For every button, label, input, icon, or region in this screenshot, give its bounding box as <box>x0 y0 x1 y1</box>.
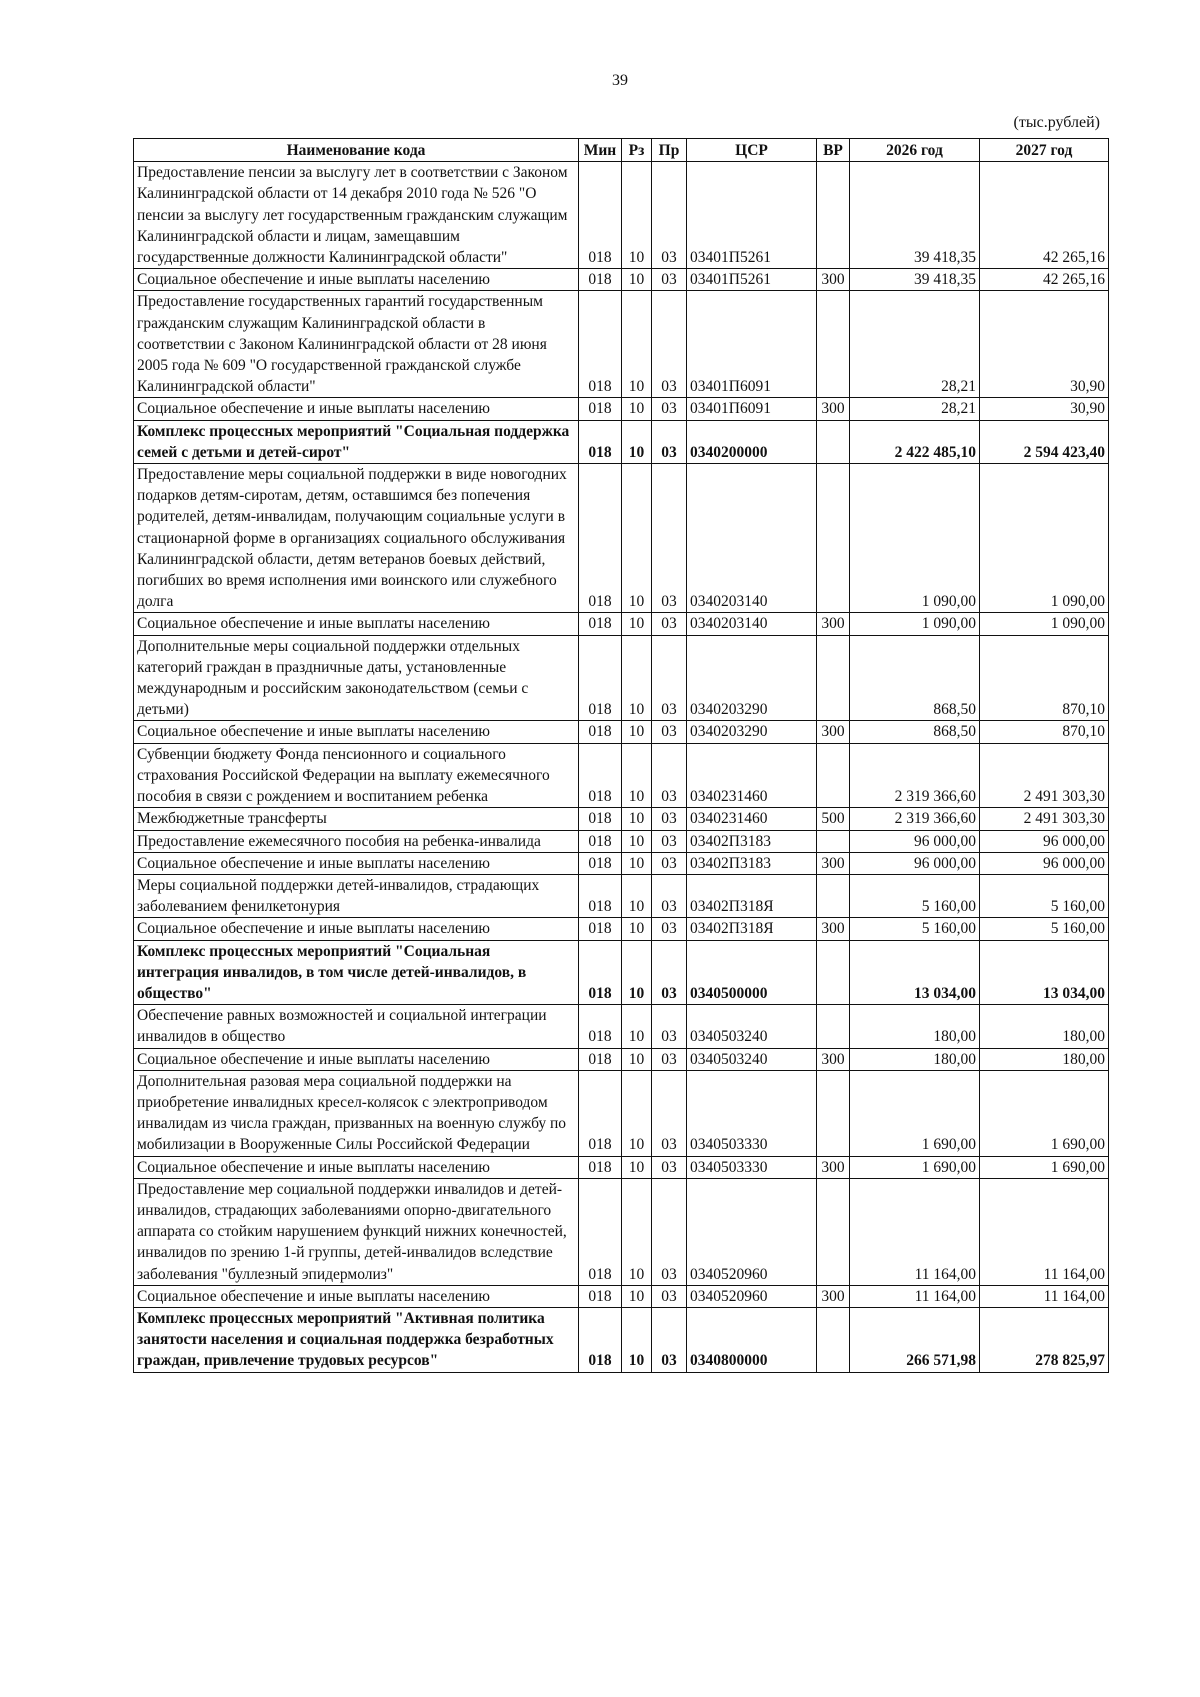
cell-vr: 300 <box>817 398 850 420</box>
cell-name: Комплекс процессных мероприятий "Активная политика занятости населения и социальная поддержка безработных граждан, привлечение трудовых ресурсов" <box>134 1307 579 1372</box>
cell-min: 018 <box>579 1178 622 1285</box>
cell-pr: 03 <box>652 420 687 463</box>
cell-pr: 03 <box>652 1307 687 1372</box>
table-header-row <box>134 139 1109 162</box>
cell-name: Социальное обеспечение и иные выплаты населению <box>134 398 579 420</box>
cell-name: Социальное обеспечение и иные выплаты населению <box>134 269 579 291</box>
cell-2026: 868,50 <box>850 721 980 743</box>
table-row <box>134 874 1109 917</box>
cell-vr <box>817 830 850 852</box>
cell-2026: 39 418,35 <box>850 269 980 291</box>
header-csr: ЦСР <box>687 139 817 162</box>
cell-rz: 10 <box>622 852 652 874</box>
cell-2026: 868,50 <box>850 635 980 721</box>
budget-table <box>133 138 1109 1373</box>
cell-vr: 300 <box>817 1285 850 1307</box>
cell-rz: 10 <box>622 1070 652 1156</box>
header-min: Мин <box>579 139 622 162</box>
table-row <box>134 808 1109 830</box>
table-body <box>134 162 1109 1372</box>
cell-csr: 03402П3183 <box>687 830 817 852</box>
cell-2027: 1 090,00 <box>980 613 1109 635</box>
cell-rz: 10 <box>622 940 652 1005</box>
cell-min: 018 <box>579 291 622 398</box>
table-row <box>134 420 1109 463</box>
cell-pr: 03 <box>652 1156 687 1178</box>
cell-csr: 0340203290 <box>687 635 817 721</box>
cell-name: Комплекс процессных мероприятий "Социальная поддержка семей с детьми и детей-сирот" <box>134 420 579 463</box>
cell-vr <box>817 162 850 269</box>
cell-rz: 10 <box>622 613 652 635</box>
cell-min: 018 <box>579 918 622 940</box>
header-vr: ВР <box>817 139 850 162</box>
cell-min: 018 <box>579 830 622 852</box>
table-row <box>134 1285 1109 1307</box>
cell-name: Социальное обеспечение и иные выплаты населению <box>134 1285 579 1307</box>
cell-rz: 10 <box>622 1005 652 1048</box>
cell-2027: 96 000,00 <box>980 830 1109 852</box>
cell-csr: 03401П5261 <box>687 162 817 269</box>
cell-2027: 1 090,00 <box>980 464 1109 613</box>
cell-vr <box>817 1005 850 1048</box>
cell-2026: 96 000,00 <box>850 852 980 874</box>
cell-rz: 10 <box>622 918 652 940</box>
units-label: (тыс.рублей) <box>1013 114 1100 131</box>
cell-2027: 5 160,00 <box>980 874 1109 917</box>
cell-2027: 870,10 <box>980 635 1109 721</box>
cell-vr: 300 <box>817 852 850 874</box>
table-row <box>134 1156 1109 1178</box>
cell-csr: 03401П6091 <box>687 398 817 420</box>
cell-name: Социальное обеспечение и иные выплаты населению <box>134 721 579 743</box>
cell-min: 018 <box>579 940 622 1005</box>
cell-vr: 500 <box>817 808 850 830</box>
cell-vr <box>817 635 850 721</box>
cell-2027: 2 491 303,30 <box>980 743 1109 808</box>
table-row <box>134 830 1109 852</box>
cell-name: Меры социальной поддержки детей-инвалидов, страдающих заболеванием фенилкетонурия <box>134 874 579 917</box>
cell-2027: 11 164,00 <box>980 1178 1109 1285</box>
cell-name: Дополнительная разовая мера социальной поддержки на приобретение инвалидных кресел-колясок с электроприводом инвалидам из числа граждан, призванных на военную службу по мобилизации в Вооруженные Силы Российской Федерации <box>134 1070 579 1156</box>
cell-pr: 03 <box>652 808 687 830</box>
cell-csr: 03402П318Я <box>687 918 817 940</box>
cell-csr: 0340203290 <box>687 721 817 743</box>
cell-pr: 03 <box>652 1048 687 1070</box>
cell-2026: 1 090,00 <box>850 464 980 613</box>
cell-pr: 03 <box>652 1178 687 1285</box>
cell-2026: 2 319 366,60 <box>850 808 980 830</box>
cell-vr: 300 <box>817 918 850 940</box>
cell-2026: 180,00 <box>850 1005 980 1048</box>
cell-csr: 03402П318Я <box>687 874 817 917</box>
cell-pr: 03 <box>652 635 687 721</box>
cell-rz: 10 <box>622 721 652 743</box>
cell-csr: 0340200000 <box>687 420 817 463</box>
cell-vr: 300 <box>817 613 850 635</box>
cell-vr <box>817 1070 850 1156</box>
cell-min: 018 <box>579 808 622 830</box>
cell-pr: 03 <box>652 743 687 808</box>
cell-rz: 10 <box>622 464 652 613</box>
cell-min: 018 <box>579 874 622 917</box>
table-row <box>134 635 1109 721</box>
cell-2027: 278 825,97 <box>980 1307 1109 1372</box>
cell-rz: 10 <box>622 1307 652 1372</box>
cell-name: Комплекс процессных мероприятий "Социальная интеграция инвалидов, в том числе детей-инвалидов, в общество" <box>134 940 579 1005</box>
cell-2027: 2 594 423,40 <box>980 420 1109 463</box>
cell-2027: 30,90 <box>980 398 1109 420</box>
table-row <box>134 1178 1109 1285</box>
cell-name: Социальное обеспечение и иные выплаты населению <box>134 918 579 940</box>
table-row <box>134 613 1109 635</box>
cell-2026: 266 571,98 <box>850 1307 980 1372</box>
cell-2027: 30,90 <box>980 291 1109 398</box>
cell-vr: 300 <box>817 721 850 743</box>
cell-2026: 11 164,00 <box>850 1285 980 1307</box>
cell-name: Обеспечение равных возможностей и социальной интеграции инвалидов в общество <box>134 1005 579 1048</box>
cell-rz: 10 <box>622 1048 652 1070</box>
cell-name: Социальное обеспечение и иные выплаты населению <box>134 1156 579 1178</box>
cell-min: 018 <box>579 162 622 269</box>
cell-2026: 1 090,00 <box>850 613 980 635</box>
cell-name: Социальное обеспечение и иные выплаты населению <box>134 852 579 874</box>
cell-vr <box>817 291 850 398</box>
cell-vr <box>817 464 850 613</box>
cell-2027: 96 000,00 <box>980 852 1109 874</box>
table-row <box>134 398 1109 420</box>
cell-2026: 1 690,00 <box>850 1156 980 1178</box>
cell-2026: 28,21 <box>850 291 980 398</box>
cell-min: 018 <box>579 1156 622 1178</box>
cell-csr: 0340231460 <box>687 808 817 830</box>
table-row <box>134 721 1109 743</box>
cell-vr: 300 <box>817 269 850 291</box>
cell-name: Предоставление мер социальной поддержки инвалидов и детей-инвалидов, страдающих заболеваниями опорно-двигательного аппарата со стойким нарушением функций нижних конечностей, инвалидов по зрению 1-й группы, детей-инвалидов вследствие заболевания "буллезный эпидермолиз" <box>134 1178 579 1285</box>
cell-csr: 0340520960 <box>687 1178 817 1285</box>
header-2027: 2027 год <box>980 139 1109 162</box>
cell-min: 018 <box>579 269 622 291</box>
cell-csr: 0340503330 <box>687 1156 817 1178</box>
cell-2027: 180,00 <box>980 1005 1109 1048</box>
cell-csr: 0340500000 <box>687 940 817 1005</box>
table-row <box>134 162 1109 269</box>
cell-vr <box>817 1178 850 1285</box>
table-row <box>134 940 1109 1005</box>
cell-min: 018 <box>579 1307 622 1372</box>
cell-rz: 10 <box>622 635 652 721</box>
cell-2026: 28,21 <box>850 398 980 420</box>
cell-min: 018 <box>579 1070 622 1156</box>
cell-pr: 03 <box>652 398 687 420</box>
cell-rz: 10 <box>622 1178 652 1285</box>
table-row <box>134 1005 1109 1048</box>
cell-rz: 10 <box>622 269 652 291</box>
cell-2026: 96 000,00 <box>850 830 980 852</box>
cell-min: 018 <box>579 420 622 463</box>
cell-pr: 03 <box>652 1070 687 1156</box>
cell-pr: 03 <box>652 830 687 852</box>
cell-name: Социальное обеспечение и иные выплаты населению <box>134 613 579 635</box>
cell-min: 018 <box>579 1005 622 1048</box>
cell-min: 018 <box>579 1048 622 1070</box>
cell-2027: 1 690,00 <box>980 1156 1109 1178</box>
cell-2026: 5 160,00 <box>850 918 980 940</box>
cell-2026: 13 034,00 <box>850 940 980 1005</box>
cell-2027: 1 690,00 <box>980 1070 1109 1156</box>
cell-vr: 300 <box>817 1156 850 1178</box>
cell-rz: 10 <box>622 743 652 808</box>
cell-min: 018 <box>579 464 622 613</box>
cell-name: Дополнительные меры социальной поддержки отдельных категорий граждан в праздничные даты, установленные международным и российским законодательством (семьи с детьми) <box>134 635 579 721</box>
table-row <box>134 1307 1109 1372</box>
table-row <box>134 918 1109 940</box>
cell-pr: 03 <box>652 852 687 874</box>
cell-rz: 10 <box>622 808 652 830</box>
cell-2026: 2 319 366,60 <box>850 743 980 808</box>
cell-2026: 39 418,35 <box>850 162 980 269</box>
cell-rz: 10 <box>622 162 652 269</box>
cell-2027: 42 265,16 <box>980 162 1109 269</box>
header-name: Наименование кода <box>134 139 579 162</box>
cell-2027: 13 034,00 <box>980 940 1109 1005</box>
cell-rz: 10 <box>622 291 652 398</box>
cell-vr <box>817 874 850 917</box>
table-row <box>134 1070 1109 1156</box>
cell-name: Социальное обеспечение и иные выплаты населению <box>134 1048 579 1070</box>
cell-vr <box>817 420 850 463</box>
table-row <box>134 269 1109 291</box>
cell-min: 018 <box>579 1285 622 1307</box>
cell-2026: 5 160,00 <box>850 874 980 917</box>
table-row <box>134 291 1109 398</box>
cell-pr: 03 <box>652 940 687 1005</box>
cell-pr: 03 <box>652 269 687 291</box>
cell-csr: 03401П5261 <box>687 269 817 291</box>
cell-name: Межбюджетные трансферты <box>134 808 579 830</box>
cell-min: 018 <box>579 635 622 721</box>
cell-2027: 870,10 <box>980 721 1109 743</box>
header-2026: 2026 год <box>850 139 980 162</box>
cell-name: Субвенции бюджету Фонда пенсионного и социального страхования Российской Федерации на выплату ежемесячного пособия в связи с рождением и воспитанием ребенка <box>134 743 579 808</box>
cell-csr: 0340503330 <box>687 1070 817 1156</box>
cell-min: 018 <box>579 613 622 635</box>
cell-2027: 11 164,00 <box>980 1285 1109 1307</box>
cell-2027: 180,00 <box>980 1048 1109 1070</box>
cell-min: 018 <box>579 721 622 743</box>
header-pr: Пр <box>652 139 687 162</box>
cell-pr: 03 <box>652 613 687 635</box>
page-number: 39 <box>612 72 628 89</box>
cell-vr: 300 <box>817 1048 850 1070</box>
cell-2026: 180,00 <box>850 1048 980 1070</box>
cell-name: Предоставление государственных гарантий государственным гражданским служащим Калининградской области в соответствии с Законом Калининградской области от 28 июня 2005 года № 609 "О государственной гражданской службе Калининградской области" <box>134 291 579 398</box>
cell-csr: 0340231460 <box>687 743 817 808</box>
cell-min: 018 <box>579 852 622 874</box>
cell-name: Предоставление ежемесячного пособия на ребенка-инвалида <box>134 830 579 852</box>
table-row <box>134 743 1109 808</box>
cell-csr: 0340503240 <box>687 1048 817 1070</box>
cell-pr: 03 <box>652 464 687 613</box>
cell-rz: 10 <box>622 398 652 420</box>
cell-pr: 03 <box>652 721 687 743</box>
cell-csr: 0340203140 <box>687 464 817 613</box>
cell-pr: 03 <box>652 291 687 398</box>
cell-2027: 2 491 303,30 <box>980 808 1109 830</box>
cell-name: Предоставление пенсии за выслугу лет в соответствии с Законом Калининградской области от 14 декабря 2010 года № 526 "О пенсии за выслугу лет государственным гражданским служащим Калининградской области и лицам, замещавшим государственные должности Калининградской области" <box>134 162 579 269</box>
cell-vr <box>817 743 850 808</box>
table-row <box>134 852 1109 874</box>
cell-vr <box>817 940 850 1005</box>
cell-rz: 10 <box>622 420 652 463</box>
cell-min: 018 <box>579 743 622 808</box>
cell-2027: 42 265,16 <box>980 269 1109 291</box>
cell-min: 018 <box>579 398 622 420</box>
cell-2026: 2 422 485,10 <box>850 420 980 463</box>
cell-pr: 03 <box>652 162 687 269</box>
cell-2027: 5 160,00 <box>980 918 1109 940</box>
cell-csr: 03401П6091 <box>687 291 817 398</box>
cell-rz: 10 <box>622 1285 652 1307</box>
cell-vr <box>817 1307 850 1372</box>
cell-csr: 0340520960 <box>687 1285 817 1307</box>
cell-2026: 1 690,00 <box>850 1070 980 1156</box>
cell-csr: 0340800000 <box>687 1307 817 1372</box>
cell-pr: 03 <box>652 874 687 917</box>
cell-csr: 0340203140 <box>687 613 817 635</box>
cell-rz: 10 <box>622 830 652 852</box>
cell-rz: 10 <box>622 1156 652 1178</box>
cell-rz: 10 <box>622 874 652 917</box>
header-rz: Рз <box>622 139 652 162</box>
cell-pr: 03 <box>652 1285 687 1307</box>
table-row <box>134 1048 1109 1070</box>
cell-name: Предоставление меры социальной поддержки в виде новогодних подарков детям-сиротам, детям, оставшимся без попечения родителей, детям-инвалидам, получающим социальные услуги в стационарной форме в организациях социального обслуживания Калининградской области, детям ветеранов боевых действий, погибших во время исполнения ими воинского или служебного долга <box>134 464 579 613</box>
cell-pr: 03 <box>652 918 687 940</box>
cell-pr: 03 <box>652 1005 687 1048</box>
table-row <box>134 464 1109 613</box>
cell-csr: 03402П3183 <box>687 852 817 874</box>
cell-csr: 0340503240 <box>687 1005 817 1048</box>
cell-2026: 11 164,00 <box>850 1178 980 1285</box>
